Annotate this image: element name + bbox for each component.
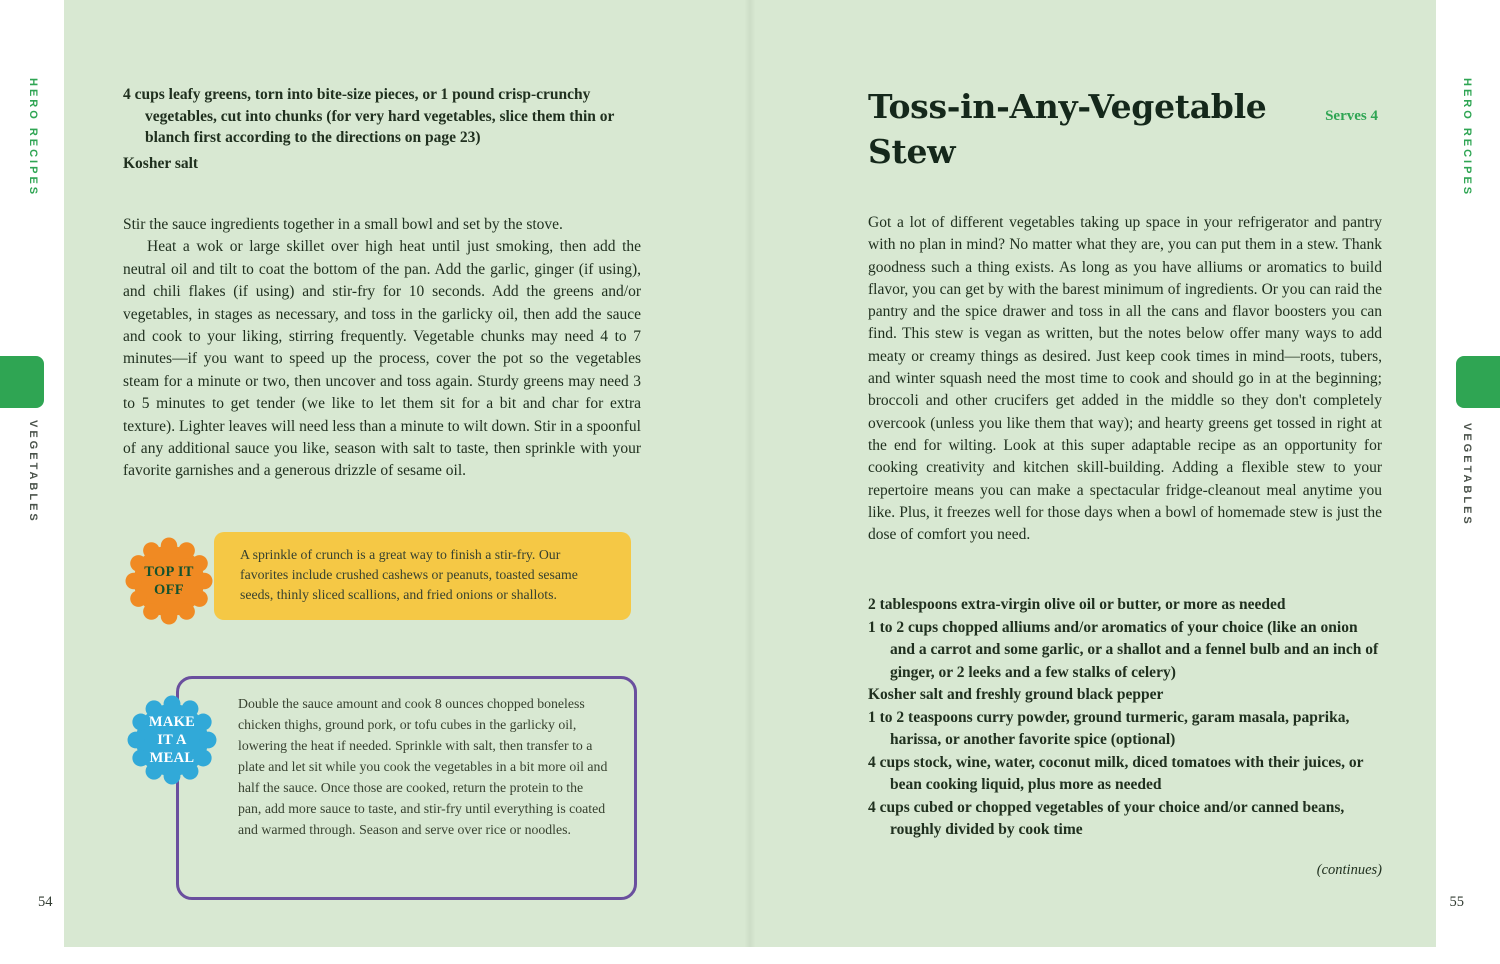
spine-shadow: [744, 0, 756, 947]
ingredient-item: 1 to 2 cups chopped alliums and/or aromatics of your choice (like an onion and a carrot and some garlic, or a shallot and a fennel bulb and an inch of ginger, or 2 leeks and a few stalks of celery): [868, 618, 1379, 681]
top-it-off-badge-label: TOP IT OFF: [144, 564, 194, 598]
ingredient-item: Kosher salt: [123, 154, 199, 172]
ingredient-item: 4 cups stock, wine, water, coconut milk, diced tomatoes with their juices, or bean cooking liquid, plus more as needed: [868, 753, 1364, 793]
instructions-paragraph: Heat a wok or large skillet over high heat until just smoking, then add the neutral oil and tilt to coat the bottom of the pan. Add the garlic, ginger (if using), and chili flakes (if using) and stir-fry for 10 seconds. Add the greens and/or vegetables, in stages as necessary, and toss in the garlicky oil, then add the sauce and cook to your liking, stirring frequently. Vegetable chunks may need 4 to 7 minutes—if you want to speed up the process, cover the pot so the vegetables steam for a minute or two, then uncover and toss again. Sturdy greens may need 3 to 5 minutes to get tender (we like to let them sit for a bit and char for extra texture). Lighter leaves will need less than a minute to wilt down. Stir in a spoonful of any additional sauce you like, season with salt to taste, then sprinkle with your favorite garnishes and a generous drizzle of sesame oil.: [123, 238, 641, 480]
left-chapter-tab: [0, 356, 44, 408]
right-margin-chapter-label: VEGETABLES: [1461, 423, 1473, 527]
make-it-a-meal-text: Double the sauce amount and cook 8 ounces chopped boneless chicken thighs, ground pork, or tofu cubes in the garlicky oil, lowering the heat if needed. Sprinkle with salt, then transfer to a plate and let sit while you cook the vegetables in a bit more oil and half the sauce. Once those are cooked, return the protein to the pan, add more sauce to taste, and stir-fry until everything is coated and warmed through. Season and serve over rice or noodles.: [238, 696, 608, 837]
serves-badge: Serves 4: [1325, 108, 1378, 124]
right-ingredient-list: [868, 594, 1382, 842]
left-margin-section-label: HERO RECIPES: [27, 78, 39, 198]
ingredient-item: 4 cups cubed or chopped vegetables of your choice and/or canned beans, roughly divided by cook time: [868, 798, 1345, 838]
recipe-title-block: [868, 84, 1382, 174]
top-it-off-text: A sprinkle of crunch is a great way to finish a stir-fry. Our favorites include crushed cashews or peanuts, toasted sesame seeds, thinly sliced scallions, and fried onions or shallots.: [240, 547, 578, 602]
recipe-instructions: [123, 214, 641, 483]
make-it-a-meal-badge: [126, 694, 218, 786]
ingredient-item: 4 cups leafy greens, torn into bite-size pieces, or 1 pound crisp-crunchy vegetables, cut into chunks (for very hard vegetables, slice them thin or blanch first according to the directions on page 23): [123, 86, 615, 146]
top-it-off-badge: [124, 536, 214, 626]
ingredient-item: 1 to 2 teaspoons curry powder, ground turmeric, garam masala, paprika, harissa, or another favorite spice (optional): [868, 708, 1350, 748]
make-it-a-meal-badge-label: MAKE IT A MEAL: [148, 714, 196, 766]
recipe-intro-paragraph: Got a lot of different vegetables taking up space in your refrigerator and pantry with no plan in mind? No matter what they are, you can put them in a stew. Thank goodness such a thing exists. As long as you have alliums or aromatics to build flavor, you can get by with the barest minimum of ingredients. Or you can raid the pantry and the spice drawer and toss in all the cans and flavor boosters you can find. This stew is vegan as written, but the notes below offer many ways to add meaty or creamy things as desired. Just keep cook times in mind—roots, tubers, and winter squash need the most time to cook and should go in at the beginning; broccoli and other crucifers get added in the middle so they don't completely overcook (unless you like them that way); and hearty greens get tossed in right at the end for wilting. Look at this super adaptable recipe as an opportunity for cooking creativity and kitchen skill-building. Adding a flexible stew to your repertoire means you can make a spectacular fridge-cleanout meal anytime you like. Plus, it freezes well for those days when a bowl of homemade stew is just the dose of comfort you need.: [868, 214, 1382, 544]
left-page-number: 54: [38, 894, 53, 910]
recipe-title-line-1: Toss-in-Any-Vegetable: [868, 87, 1267, 126]
left-ingredient-list: [123, 84, 645, 174]
continues-note: (continues): [1316, 862, 1382, 878]
left-margin-chapter-label: VEGETABLES: [27, 420, 39, 524]
right-page-number: 55: [1449, 894, 1464, 910]
right-chapter-tab: [1456, 356, 1500, 408]
top-it-off-callout-box: [214, 532, 631, 620]
right-margin-section-label: HERO RECIPES: [1461, 78, 1473, 198]
ingredient-item: 2 tablespoons extra-virgin olive oil or butter, or more as needed: [868, 596, 1286, 613]
instructions-paragraph: Stir the sauce ingredients together in a small bowl and set by the stove.: [123, 216, 563, 233]
ingredient-item: Kosher salt and freshly ground black pepper: [868, 686, 1164, 703]
recipe-title-line-2: Stew: [868, 132, 956, 171]
